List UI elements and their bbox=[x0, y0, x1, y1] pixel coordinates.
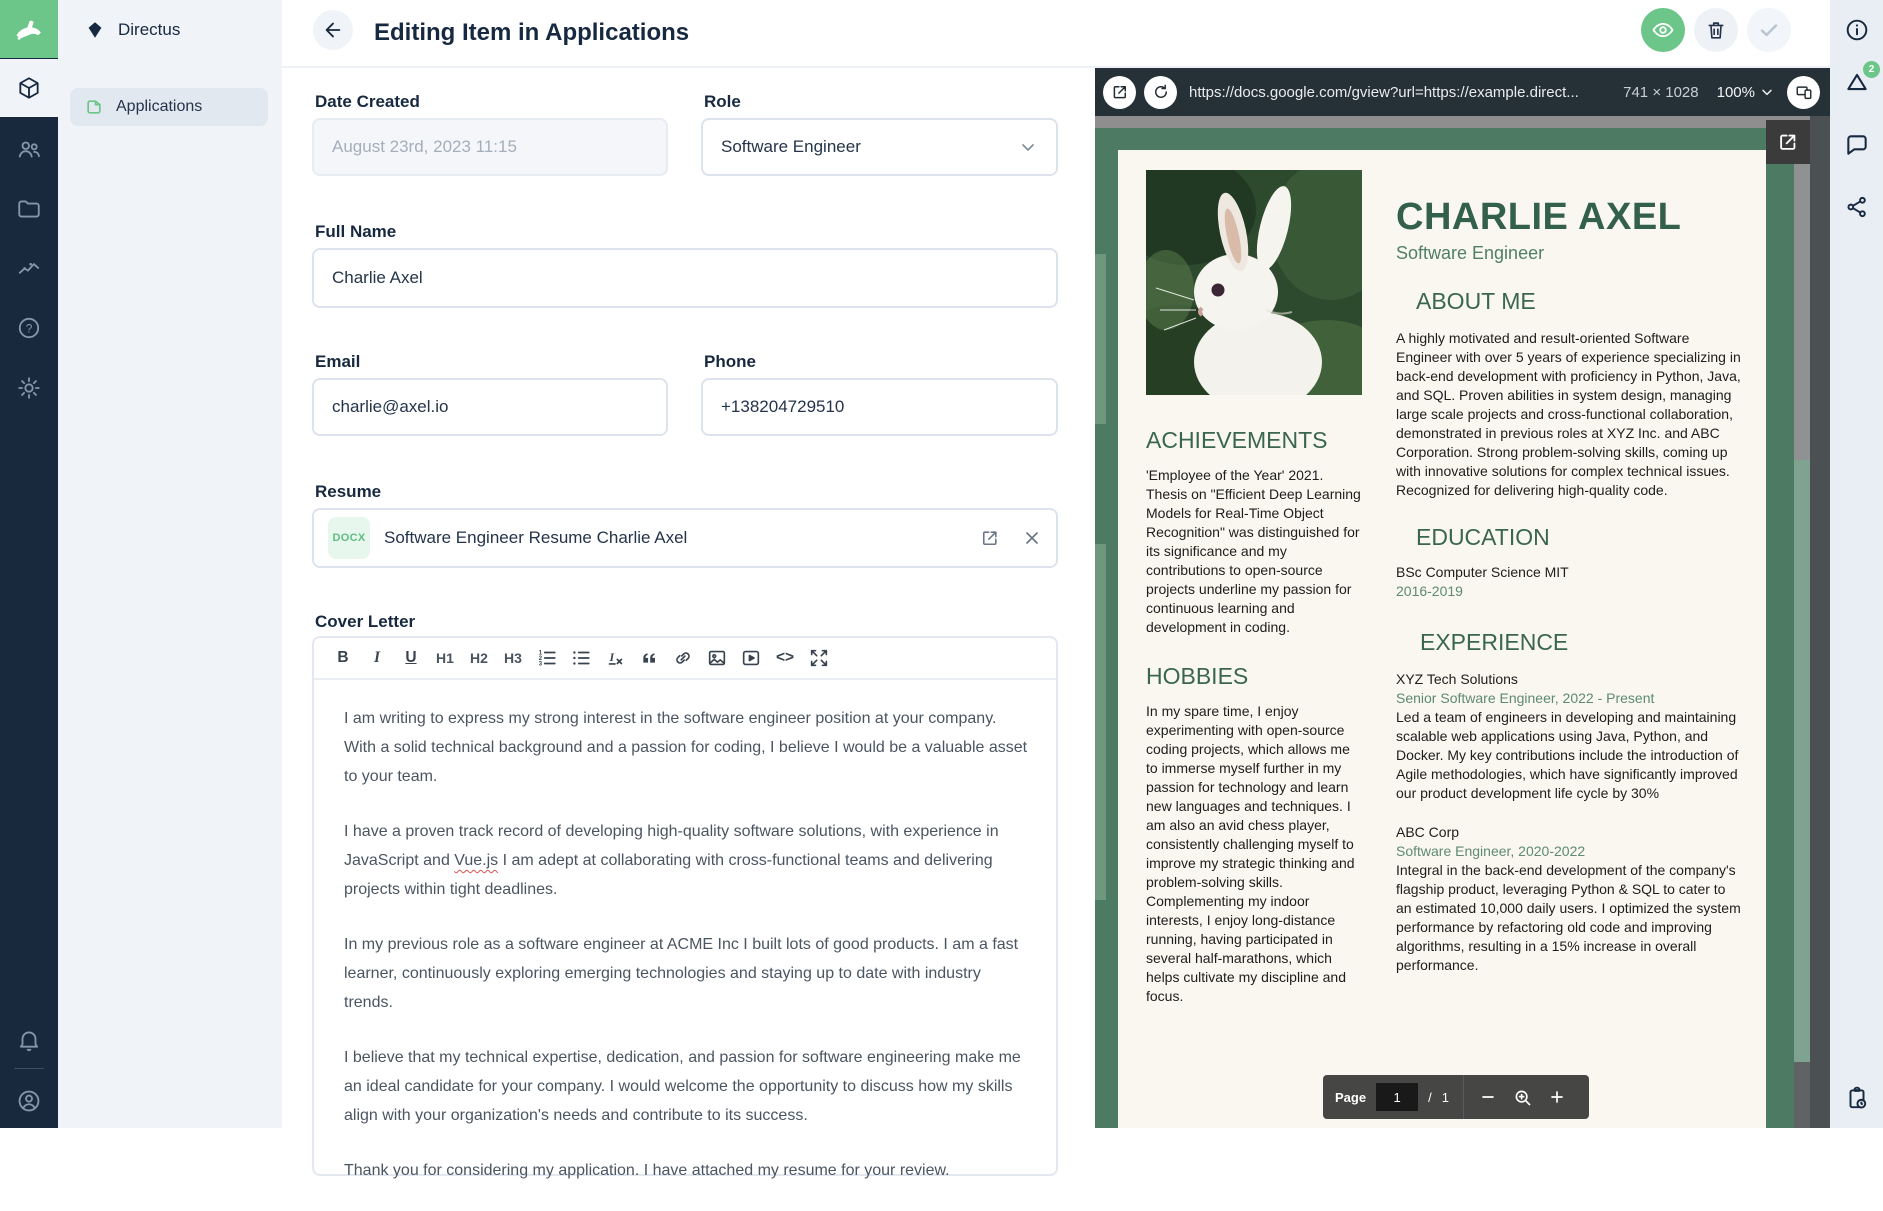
pager-divider bbox=[1463, 1075, 1464, 1119]
svg-text:?: ? bbox=[25, 321, 33, 336]
user-avatar-icon bbox=[16, 1088, 42, 1114]
cover-letter-paragraph: I am writing to express my strong interest in the software engineer position at your company. With a solid technical background and a passion for coding, I believe I would be a valuable asset to your team. bbox=[344, 710, 1028, 785]
date-created-input: August 23rd, 2023 11:15 bbox=[312, 118, 668, 176]
insert-image-button[interactable] bbox=[704, 644, 730, 672]
comment-bubble-icon bbox=[1844, 132, 1870, 158]
achievements-body: 'Employee of the Year' 2021. Thesis on "Efficient Deep Learning Models for Real-Time Object Recognition" was distinguished for its significance and my contributions to open-source projects underline my passion for continuous learning and development in coding. bbox=[1146, 467, 1361, 635]
resume-file-field[interactable] bbox=[312, 508, 1058, 568]
delete-button[interactable] bbox=[1694, 8, 1738, 52]
page-number-input[interactable] bbox=[1376, 1083, 1418, 1111]
open-in-new-icon bbox=[1777, 131, 1799, 153]
job-company: XYZ Tech Solutions bbox=[1396, 671, 1518, 687]
code-button[interactable]: <> bbox=[775, 649, 795, 666]
magnifier-plus-icon bbox=[1512, 1087, 1533, 1108]
sidebar-item-applications[interactable] bbox=[70, 88, 268, 126]
eye-icon bbox=[1651, 18, 1675, 42]
applicant-title: Software Engineer bbox=[1396, 243, 1545, 263]
zoom-out-button[interactable] bbox=[1478, 1087, 1498, 1107]
cover-letter-paragraph: Thank you for considering my application. I have attached my resume for your review. bbox=[344, 1162, 950, 1179]
h3-button[interactable]: H3 bbox=[504, 650, 522, 666]
drawer-edge bbox=[1810, 116, 1830, 1128]
chevron-down-icon bbox=[1759, 84, 1775, 100]
bell-icon bbox=[16, 1027, 42, 1053]
paragraph-text: I have a proven track record of developing high-quality software solutions, with experience in JavaScript and bbox=[344, 823, 999, 869]
directus-logo[interactable] bbox=[0, 0, 58, 58]
pdf-page-controls bbox=[1323, 1075, 1589, 1119]
applicant-photo-rabbit bbox=[1146, 170, 1362, 395]
experience-heading: EXPERIENCE bbox=[1420, 629, 1569, 655]
education-heading: EDUCATION bbox=[1416, 524, 1550, 550]
responsive-mode-button[interactable] bbox=[1787, 76, 1820, 109]
blockquote-button[interactable] bbox=[636, 644, 662, 672]
about-body: A highly motivated and result-oriented Software Engineer with over 5 years of experience specializing in back-end development with proficiency in Python, Java, and SQL. Proven abilities in system design, managing large scale projects and cross-functional collaboration, demonstrated in previous roles at XYZ Inc. and ABC Corporation. Strong problem-solving skills, coming up with innovative solutions for complex technical issues. Recognized for delivering high-quality code. bbox=[1396, 330, 1741, 498]
clipboard-sidebar-button[interactable] bbox=[1843, 1084, 1871, 1112]
resume-label: Resume bbox=[315, 482, 382, 501]
revisions-sidebar-button[interactable] bbox=[1843, 64, 1875, 96]
paragraph-text: I am adept at collaborating with cross-functional teams and delivering projects within tight deadlines. bbox=[344, 852, 993, 898]
folder-icon bbox=[16, 196, 42, 222]
preview-toolbar bbox=[1095, 68, 1830, 116]
plus-icon bbox=[1547, 1087, 1567, 1107]
save-button[interactable] bbox=[1747, 8, 1791, 52]
minus-icon bbox=[1478, 1087, 1498, 1107]
h1-button[interactable]: H1 bbox=[436, 650, 454, 666]
cover-letter-paragraph bbox=[344, 817, 1032, 904]
zoom-fit-button[interactable] bbox=[1512, 1087, 1533, 1108]
trash-icon bbox=[1705, 19, 1727, 41]
email-input[interactable]: charlie@axel.io bbox=[312, 378, 668, 436]
preview-scrollbar-end bbox=[1794, 1062, 1810, 1128]
people-icon bbox=[16, 136, 42, 162]
module-docs[interactable] bbox=[0, 303, 58, 353]
insights-chart-icon bbox=[16, 256, 42, 282]
remove-file-icon[interactable] bbox=[1022, 528, 1042, 548]
sidebar-item-label: Applications bbox=[116, 98, 203, 115]
bold-button[interactable]: B bbox=[337, 649, 349, 666]
job-company: ABC Corp bbox=[1396, 824, 1460, 840]
rabbit-logo-icon bbox=[13, 13, 45, 45]
page-separator: / bbox=[1428, 1089, 1432, 1105]
page-total: 1 bbox=[1441, 1089, 1449, 1105]
job-description: Integral in the back-end development of the company's flagship product, leveraging Python & SQL to cater to an estimated 10,000 daily users. I optimized the system performance by refactoring old code and improving algorithms, resulting in a 15% increase in overall performance. bbox=[1396, 862, 1741, 973]
preview-dimensions: 741 × 1028 bbox=[1623, 83, 1699, 101]
module-files[interactable] bbox=[0, 184, 58, 234]
diamond-icon bbox=[84, 19, 106, 41]
insert-video-button[interactable] bbox=[738, 644, 764, 672]
bullet-list-button[interactable] bbox=[568, 644, 594, 672]
full-name-input[interactable]: Charlie Axel bbox=[312, 248, 1058, 308]
preview-scrollbar-thumb[interactable] bbox=[1794, 128, 1810, 460]
user-menu-button[interactable] bbox=[0, 1076, 58, 1126]
refresh-preview-button[interactable] bbox=[1144, 76, 1177, 109]
link-button[interactable] bbox=[670, 644, 696, 672]
open-in-new-icon[interactable] bbox=[980, 528, 1000, 548]
zoom-in-button[interactable] bbox=[1547, 1087, 1567, 1107]
module-bar-divider bbox=[14, 1068, 44, 1069]
cover-letter-paragraph: I believe that my technical expertise, dedication, and passion for software engineering make me an ideal candidate for your company. I would welcome the opportunity to discuss how my skills align with your organization's needs and contribute to its success. bbox=[344, 1049, 1021, 1124]
h2-button[interactable]: H2 bbox=[470, 650, 488, 666]
share-icon bbox=[1844, 194, 1870, 220]
svg-text:3: 3 bbox=[538, 661, 543, 668]
preview-toggle-button[interactable] bbox=[1641, 8, 1685, 52]
page-title: Editing Item in Applications bbox=[374, 19, 690, 46]
help-icon bbox=[16, 315, 42, 341]
phone-label: Phone bbox=[704, 352, 756, 371]
role-value: Software Engineer bbox=[721, 137, 861, 156]
module-bar bbox=[0, 0, 58, 1128]
content-cube-icon bbox=[16, 75, 42, 101]
back-button[interactable] bbox=[313, 10, 353, 50]
preview-url[interactable]: https://docs.google.com/gview?url=https://example.direct... bbox=[1189, 83, 1579, 101]
comments-sidebar-button[interactable] bbox=[1843, 131, 1871, 159]
project-chooser[interactable] bbox=[58, 0, 282, 60]
full-name-label: Full Name bbox=[315, 222, 397, 241]
notifications-button[interactable] bbox=[0, 1015, 58, 1065]
chevron-down-icon bbox=[1018, 137, 1038, 157]
editor-toolbar bbox=[314, 638, 1056, 680]
revisions-count-badge: 2 bbox=[1863, 61, 1880, 78]
email-label: Email bbox=[315, 352, 361, 371]
check-icon bbox=[1757, 18, 1781, 42]
job-role: Senior Software Engineer, 2022 - Present bbox=[1396, 690, 1655, 706]
phone-input[interactable]: +138204729510 bbox=[701, 378, 1058, 436]
achievements-heading: ACHIEVEMENTS bbox=[1146, 427, 1328, 453]
svg-text:1: 1 bbox=[538, 650, 543, 657]
clear-format-button[interactable] bbox=[602, 644, 628, 672]
applicant-name: CHARLIE AXEL bbox=[1396, 196, 1682, 238]
hobbies-body: In my spare time, I enjoy experimenting with open-source coding projects, which allows me to immerse myself further in my passion for technology and learn new languages and techniques. I am also an avid chess player, consistently challenging myself to improve my strategic thinking and problem-solving skills. Complementing my indoor interests, I enjoy long-distance running, having participated in several half-marathons, which helps cultivate my discipline and focus. bbox=[1146, 703, 1355, 1004]
cover-letter-paragraph: In my previous role as a software engineer at ACME Inc I built lots of good products. I am a fast learner, continuously exploring emerging technologies and staying up to date with industry trends. bbox=[344, 936, 1019, 1011]
date-created-label: Date Created bbox=[315, 92, 420, 111]
module-users[interactable] bbox=[0, 124, 58, 174]
svg-text:I: I bbox=[609, 649, 615, 664]
page-label: Page bbox=[1335, 1089, 1367, 1105]
collection-box-icon bbox=[84, 97, 104, 117]
open-preview-external-button[interactable] bbox=[1103, 76, 1136, 109]
job-description: Led a team of engineers in developing and maintaining scalable web applications using Java, Python, and Docker. My key contributions include the introduction of Agile methodologies, which have significantly improved our product development life cycle by 30% bbox=[1396, 709, 1739, 801]
cover-letter-label: Cover Letter bbox=[315, 612, 416, 631]
italic-button[interactable]: I bbox=[373, 649, 381, 666]
info-icon bbox=[1844, 17, 1870, 43]
fullscreen-button[interactable] bbox=[806, 644, 832, 672]
nav-sidebar bbox=[58, 0, 282, 1128]
underline-button[interactable]: U bbox=[405, 649, 417, 666]
cover-letter-content[interactable] bbox=[344, 704, 1032, 1211]
ordered-list-button[interactable] bbox=[534, 644, 560, 672]
docx-file-chip: DOCX bbox=[328, 517, 370, 559]
frame-edge-highlight bbox=[1095, 254, 1106, 424]
right-sidebar bbox=[1830, 0, 1883, 1128]
education-school: BSc Computer Science MIT bbox=[1396, 564, 1569, 580]
module-settings[interactable] bbox=[0, 363, 58, 413]
role-select[interactable] bbox=[701, 118, 1058, 176]
expand-document-button[interactable] bbox=[1766, 120, 1810, 164]
spellcheck-flagged-word: Vue.js bbox=[454, 852, 499, 869]
arrow-left-icon bbox=[322, 19, 344, 41]
resume-page bbox=[1118, 150, 1766, 1128]
svg-text:2: 2 bbox=[538, 656, 543, 663]
share-sidebar-button[interactable] bbox=[1843, 193, 1871, 221]
hobbies-heading: HOBBIES bbox=[1146, 663, 1249, 689]
frame-edge-highlight bbox=[1095, 544, 1106, 900]
about-heading: ABOUT ME bbox=[1416, 288, 1536, 314]
module-content[interactable] bbox=[0, 59, 58, 117]
module-insights[interactable] bbox=[0, 244, 58, 294]
resume-file-name: Software Engineer Resume Charlie Axel bbox=[384, 528, 688, 547]
preview-zoom-select[interactable] bbox=[1717, 84, 1775, 101]
project-name: Directus bbox=[118, 20, 181, 39]
zoom-value: 100% bbox=[1716, 83, 1755, 101]
gear-icon bbox=[16, 375, 42, 401]
info-sidebar-button[interactable] bbox=[1843, 16, 1871, 44]
job-role: Software Engineer, 2020-2022 bbox=[1396, 843, 1586, 859]
role-label: Role bbox=[704, 92, 741, 111]
education-years: 2016-2019 bbox=[1396, 583, 1463, 599]
clipboard-clock-icon bbox=[1844, 1085, 1870, 1111]
